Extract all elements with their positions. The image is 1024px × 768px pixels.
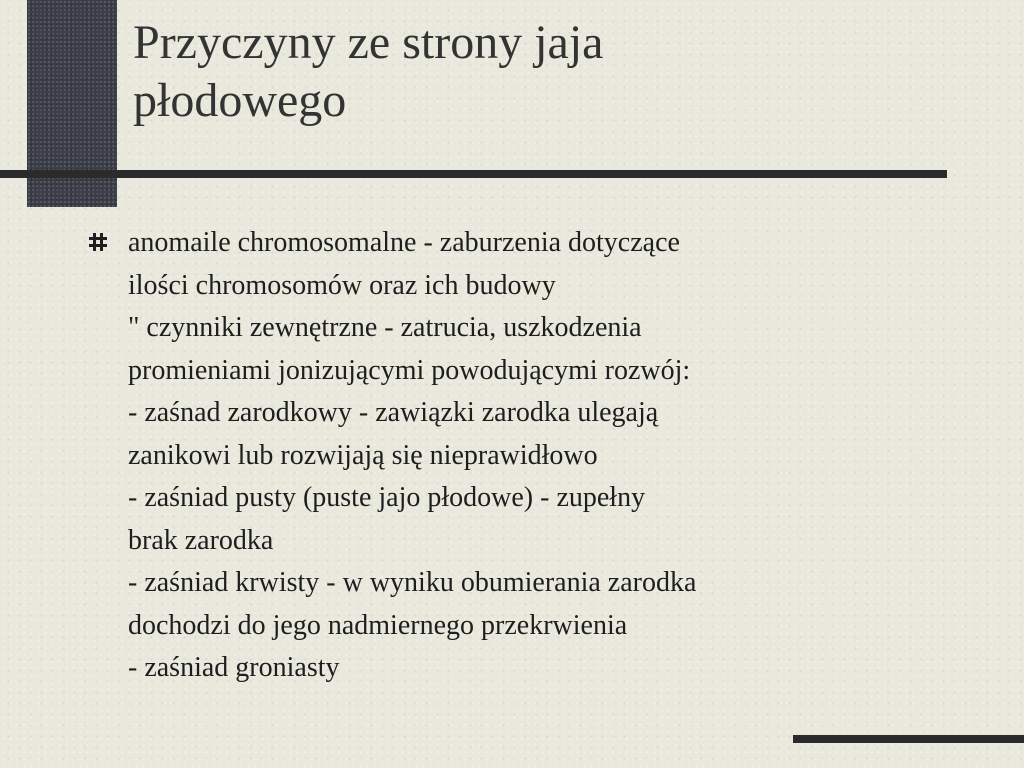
body-line: - zaśniad pusty (puste jajo płodowe) - zupełny <box>128 482 646 513</box>
body-line: dochodzi do jego nadmiernego przekrwienia <box>128 609 628 641</box>
body-line: - zaśniad krwisty - w wyniku obumierania zarodka <box>128 567 697 598</box>
body-line: " czynniki zewnętrzne - zatrucia, uszkodzenia <box>128 312 642 343</box>
title-rule <box>0 170 947 178</box>
title-line-1: Przyczyny ze strony jaja <box>133 16 604 69</box>
body-line: promieniami jonizującymi powodującymi rozwój: <box>128 354 691 386</box>
body-line: - zaśnad zarodkowy - zawiązki zarodka ulegają <box>128 397 659 428</box>
body-line: ilości chromosomów oraz ich budowy <box>128 269 556 301</box>
body-line: - zaśniad groniasty <box>128 652 340 683</box>
bottom-rule <box>793 735 1024 743</box>
bullet-text <box>128 222 968 690</box>
title-line-2: płodowego <box>133 74 347 127</box>
slide-title <box>133 14 933 130</box>
bullet-item <box>88 222 968 690</box>
hash-bullet-icon <box>88 232 108 252</box>
body-line: anomaile chromosomalne - zaburzenia dotyczące <box>128 227 680 258</box>
body-line: zanikowi lub rozwijają się nieprawidłowo <box>128 439 598 471</box>
body-line: brak zarodka <box>128 524 274 556</box>
